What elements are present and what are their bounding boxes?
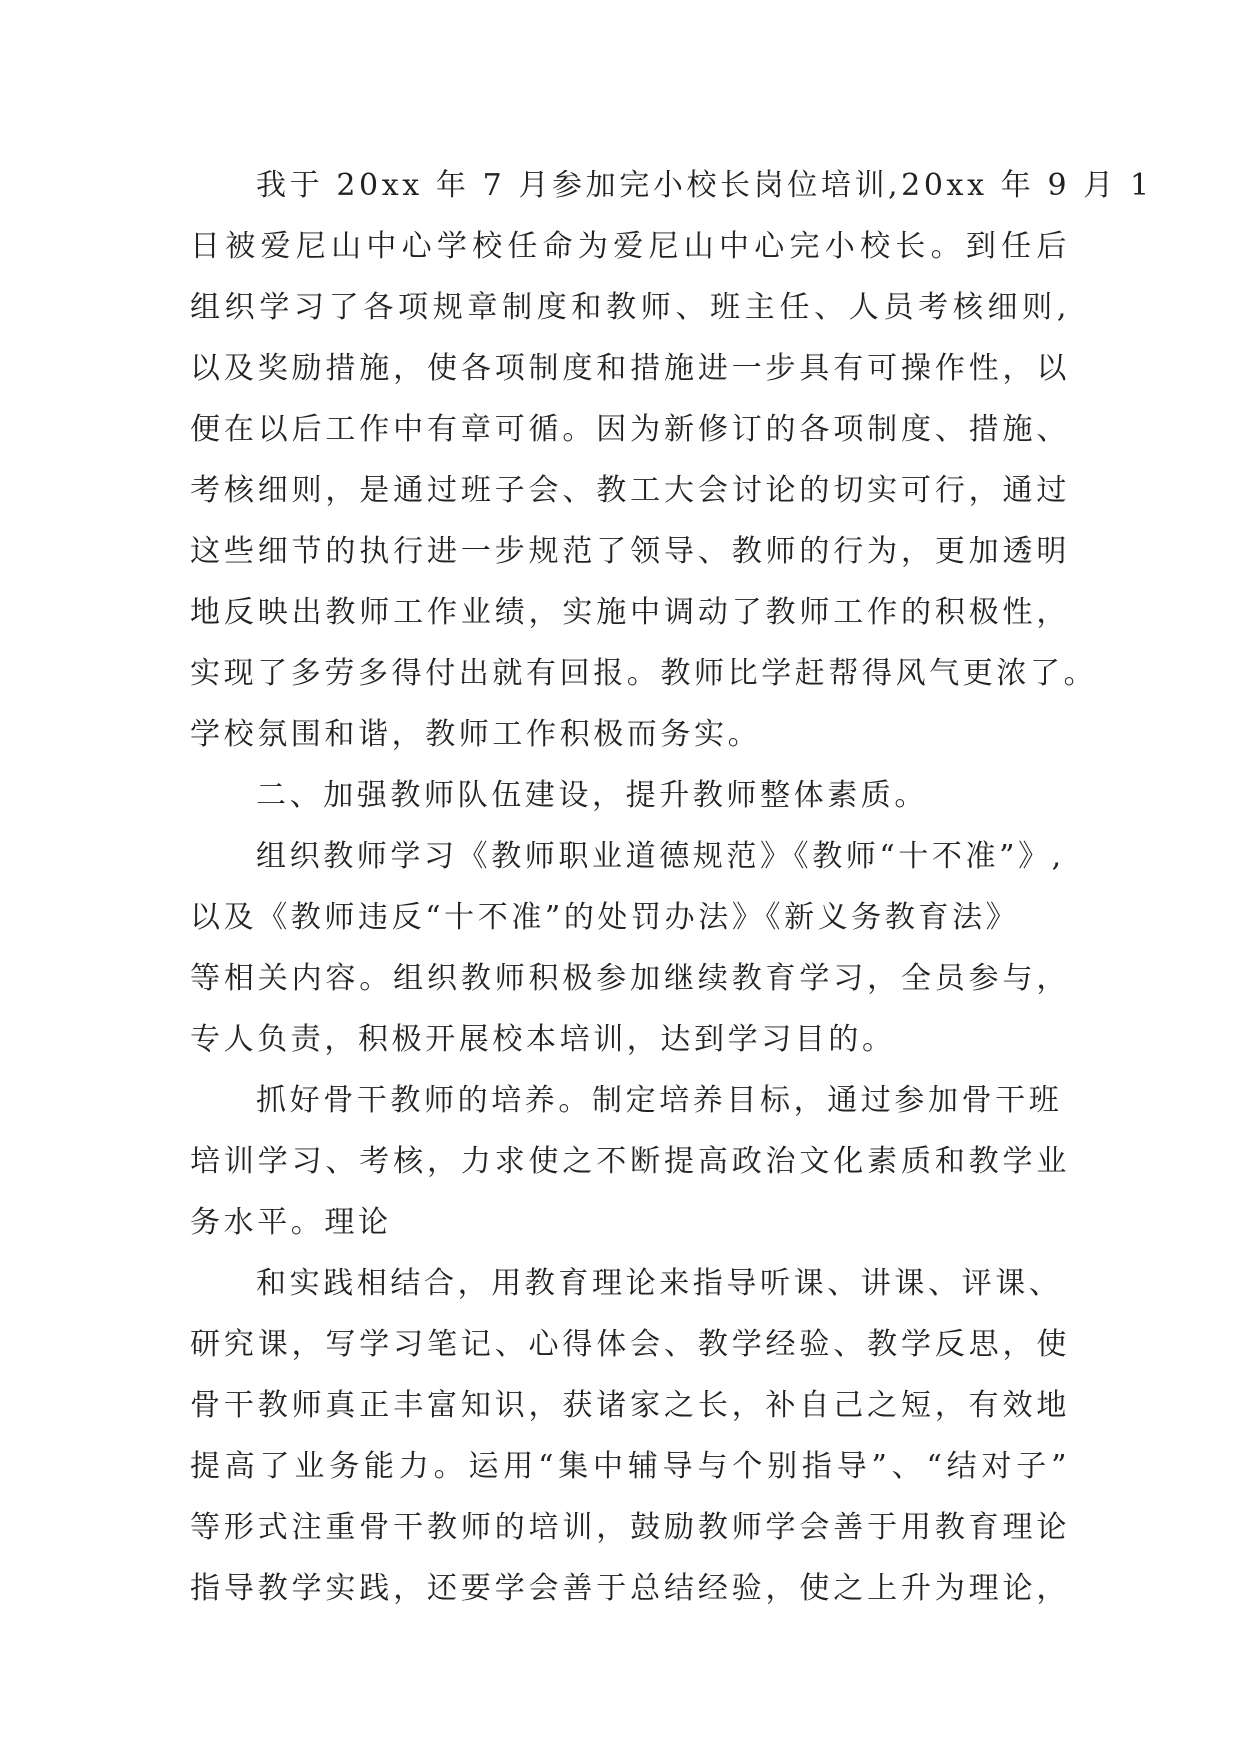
text-line: 便在以后工作中有章可循。因为新修订的各项制度、措施、 xyxy=(190,412,1070,447)
text-line: 组织学习了各项规章制度和教师、班主任、人员考核细则, xyxy=(190,290,1070,325)
document-page xyxy=(190,155,1153,1619)
paragraph xyxy=(190,155,1153,765)
text-line: 二、加强教师队伍建设，提升教师整体素质。 xyxy=(256,778,928,813)
text-line: 以及奖励措施，使各项制度和措施进一步具有可操作性，以 xyxy=(190,351,1070,386)
text-line: 抓好骨干教师的培养。制定培养目标，通过参加骨干班 xyxy=(256,1083,1063,1118)
text-line: 专人负责，积极开展校本培训，达到学习目的。 xyxy=(190,1022,896,1057)
text-line: 以及《教师违反“十不准”的处罚办法》《新义务教育法》 xyxy=(190,900,1020,935)
text-line: 地反映出教师工作业绩，实施中调动了教师工作的积极性， xyxy=(190,595,1070,630)
text-line: 实现了多劳多得付出就有回报。教师比学赶帮得风气更浓了。 xyxy=(190,656,1098,691)
text-line: 骨干教师真正丰富知识，获诸家之长，补自己之短，有效地 xyxy=(190,1388,1070,1423)
text-line: 提高了业务能力。运用“集中辅导与个别指导”、“结对子” xyxy=(190,1449,1070,1484)
text-line: 学校氛围和谐，教师工作积极而务实。 xyxy=(190,717,762,752)
text-line: 这些细节的执行进一步规范了领导、教师的行为，更加透明 xyxy=(190,534,1070,569)
text-line: 我于 20xx 年 7 月参加完小校长岗位培训,20xx 年 9 月 1 xyxy=(256,168,1153,203)
section-heading xyxy=(190,765,1070,826)
text-line: 务水平。理论 xyxy=(190,1205,392,1240)
paragraph xyxy=(190,1253,1070,1619)
text-line: 指导教学实践，还要学会善于总结经验，使之上升为理论， xyxy=(190,1571,1070,1606)
paragraph xyxy=(190,1070,1070,1253)
text-line: 培训学习、考核，力求使之不断提高政治文化素质和教学业 xyxy=(190,1144,1070,1179)
text-line: 和实践相结合，用教育理论来指导听课、讲课、评课、 xyxy=(256,1266,1063,1301)
text-line: 组织教师学习《教师职业道德规范》《教师“十不准”》, xyxy=(256,839,1065,874)
text-line: 考核细则，是通过班子会、教工大会讨论的切实可行，通过 xyxy=(190,473,1070,508)
text-line: 等形式注重骨干教师的培训，鼓励教师学会善于用教育理论 xyxy=(190,1510,1070,1545)
text-line: 等相关内容。组织教师积极参加继续教育学习，全员参与， xyxy=(190,961,1070,996)
text-line: 日被爱尼山中心学校任命为爱尼山中心完小校长。到任后 xyxy=(190,229,1070,264)
paragraph xyxy=(190,826,1070,1070)
text-line: 研究课，写学习笔记、心得体会、教学经验、教学反思，使 xyxy=(190,1327,1070,1362)
